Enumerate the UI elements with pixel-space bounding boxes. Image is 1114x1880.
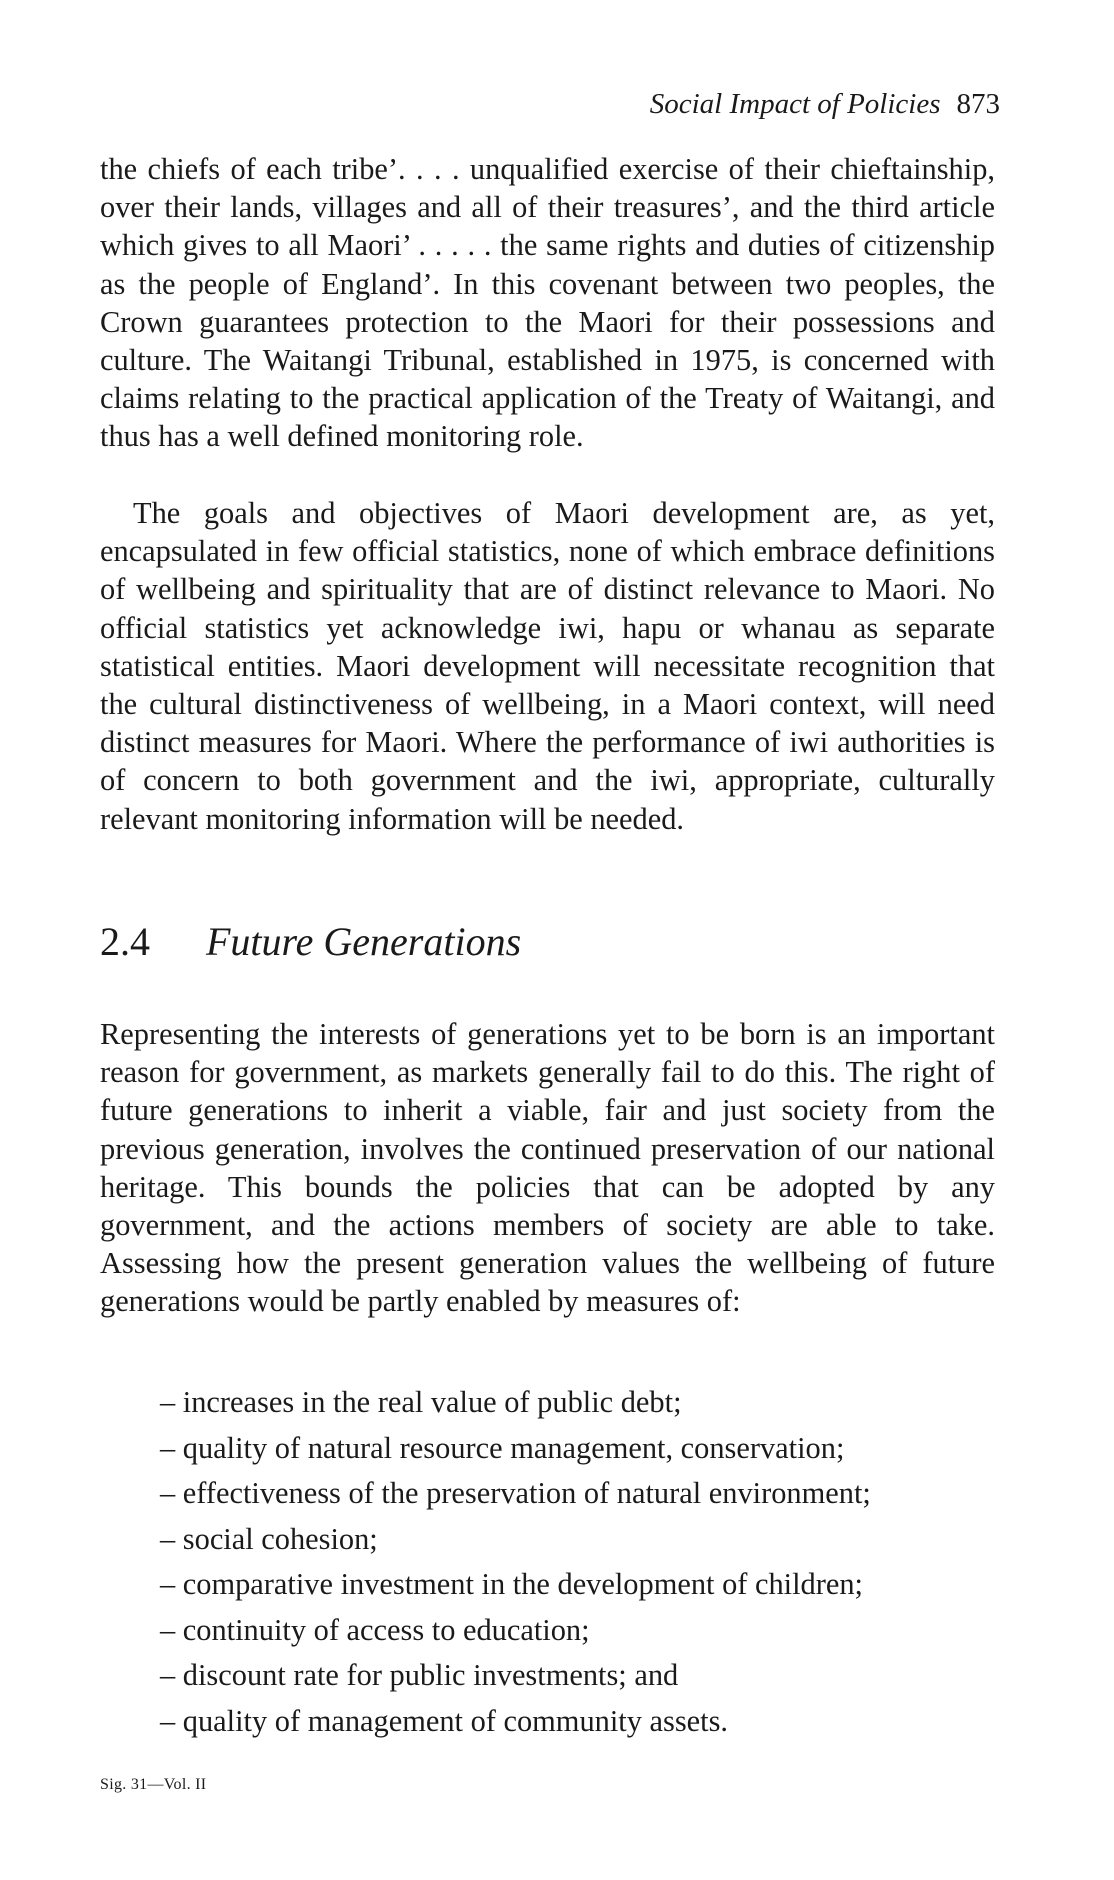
running-head-title: Social Impact of Policies xyxy=(649,88,941,120)
measures-list xyxy=(160,1380,1000,1744)
paragraph-future-generations: Representing the interests of generations yet to be born is an important reason for government, as markets generally fail to do this. The right of future generations to inherit a viable, fair and just society from the previous generation, involves the continued preservation of our national heritage. This bounds the policies that can be adopted by any government, and the actions members of society are able to take. Assessing how the present generation values the wellbeing of future generations would be partly enabled by measures of: xyxy=(100,1017,995,1319)
paragraph-treaty-articles: the chiefs of each tribe’. . . . unqualified exercise of their chieftainship, over their lands, villages and all of their treasures’, and the third article which gives to all Maori’ . . . . . the same rights and duties of citizenship as the people of England’. In this covenant between two peoples, the Crown guarantees protection to the Maori for their possessions and culture. The Waitangi Tribunal, established in 1975, is concerned with claims relating to the practical application of the Treaty of Waitangi, and thus has a well defined monitoring role. xyxy=(100,152,995,454)
list-item: – continuity of access to education; xyxy=(160,1612,590,1647)
page-number: 873 xyxy=(956,88,1000,120)
paragraph-future-generations-block xyxy=(100,1015,995,1321)
list-item: – effectiveness of the preservation of natural environment; xyxy=(160,1476,871,1510)
section-heading xyxy=(100,918,521,966)
paragraph-continued xyxy=(100,150,995,456)
signature-mark: Sig. 31—Vol. II xyxy=(100,1776,207,1793)
paragraph-maori-development: The goals and objectives of Maori development are, as yet, encapsulated in few official statistics, none of which embrace definitions of wellbeing and spirituality that are of distinct relevance to Maori. No official statistics yet acknowledge iwi, hapu or whanau as separate statistical entities. Maori development will necessitate recognition that the cultural distinctiveness of wellbeing, in a Maori context, will need distinct measures for Maori. Where the performance of iwi authorities is of concern to both government and the iwi, appropriate, culturally relevant monitoring information will be needed. xyxy=(100,496,995,836)
list-item: – comparative investment in the development of children; xyxy=(160,1567,863,1601)
paragraph-maori-development-block xyxy=(100,494,995,838)
section-title: Future Generations xyxy=(206,919,522,964)
list-item: – social cohesion; xyxy=(160,1521,378,1556)
list-item: – quality of natural resource management, conservation; xyxy=(160,1430,845,1465)
section-number: 2.4 xyxy=(100,919,150,964)
running-head xyxy=(100,86,1000,122)
list-item: – quality of management of community assets. xyxy=(160,1703,729,1738)
list-item: – increases in the real value of public debt; xyxy=(160,1385,682,1419)
list-item: – discount rate for public investments; and xyxy=(160,1658,679,1692)
